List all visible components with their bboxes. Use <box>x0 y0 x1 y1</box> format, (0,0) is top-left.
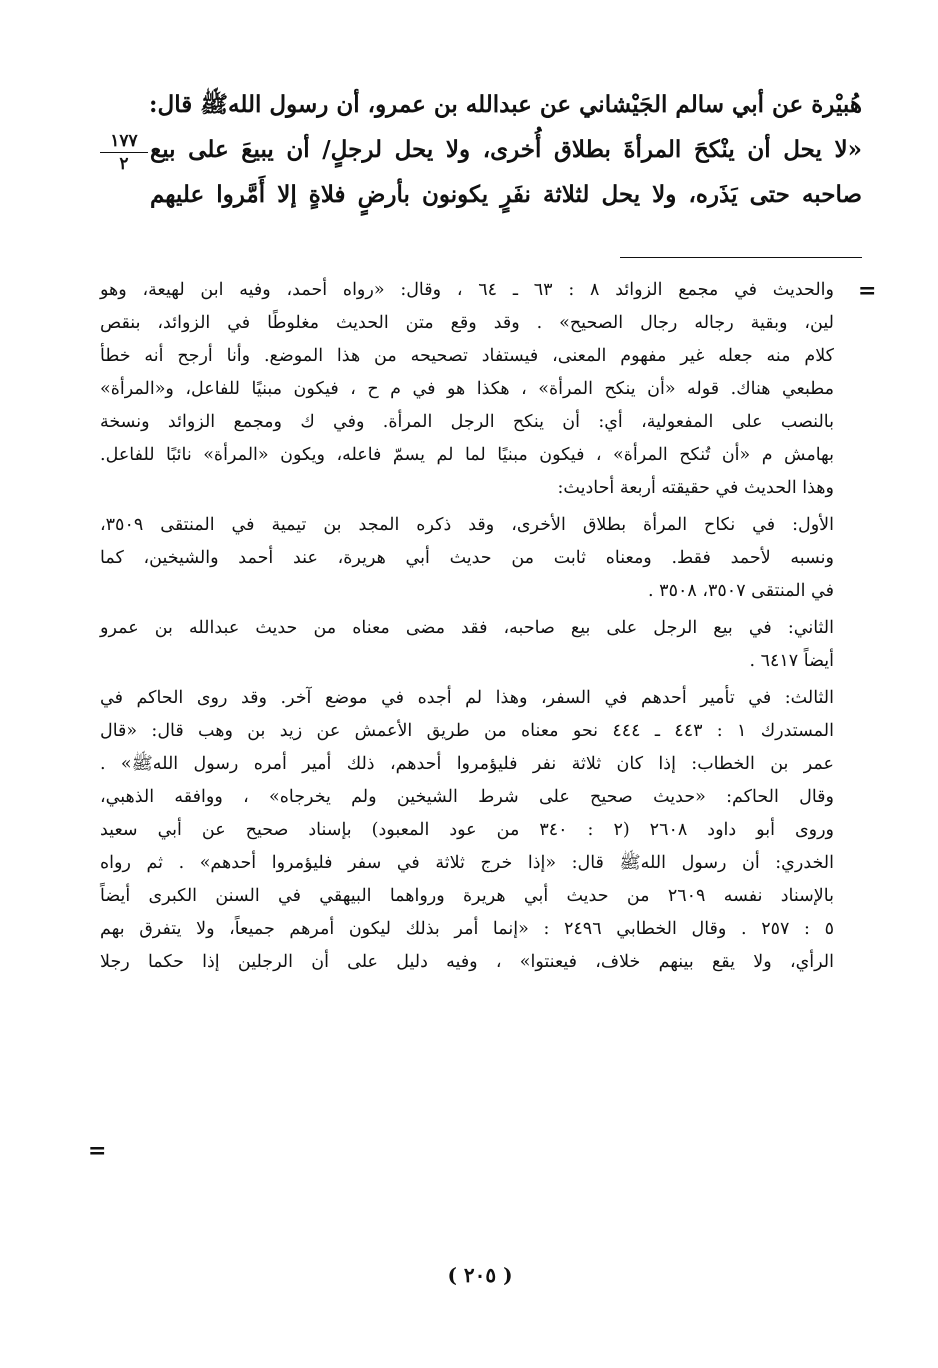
footnote-line: والحديث في مجمع الزوائد ٨ : ٦٣ ـ ٦٤ ، وقال: «رواه أحمد، وفيه ابن لهيعة، وهو <box>100 280 834 300</box>
footnote-paragraph <box>100 509 834 608</box>
footnote-line: المستدرك ١ : ٤٤٣ ـ ٤٤٤ نحو معناه من طريق الأعمش عن زيد بن وهب قال: «قال <box>100 721 834 741</box>
footnote-paragraph <box>100 274 834 505</box>
footnote-line: بالنصب على المفعولية، أي: أن ينكح الرجل المرأة. وفي ك ومجمع الزوائد ونسخة <box>100 412 834 432</box>
footnote-line: كلام منه جعله غير مفهوم المعنى، فيستفاد تصحيحه من هذا الموضع. وأنا أرجح أنه خطأ <box>100 346 834 366</box>
main-text-line: صاحبه حتى يَذَره، ولا يحل لثلاثة نفَرٍ يكونون بأرضٍ فلاةٍ إلا أَمَّروا عليهم <box>150 181 862 208</box>
footnote-line: مطبعي هناك. قوله «أن ينكح المرأة» ، هكذا هو في م ح ، فيكون مبنيًا للفاعل، و«المرأة» <box>100 379 834 399</box>
main-text <box>150 82 862 217</box>
footnote-line: وروى أبو داود ٢٦٠٨ (٢ : ٣٤٠ من عود المعبود) بإسناد صحيح عن أبي سعيد <box>100 820 835 840</box>
footnote-paragraph <box>100 682 834 979</box>
main-text-line: هُبيْرة عن أبي سالم الجَيْشاني عن عبدالله بن عمرو، أن رسول اللهﷺ قال: <box>149 91 862 118</box>
footnote-line: الأول: في نكاح المرأة بطلاق الأخرى، وقد ذكره المجد بن تيمية في المنتقى ٣٥٠٩، <box>100 515 834 535</box>
margin-page-reference <box>100 132 148 173</box>
footnote-continues-mark: = <box>88 1138 107 1164</box>
footnote-line: في المنتقى ٣٥٠٧، ٣٥٠٨ . <box>648 581 834 601</box>
footnote-block <box>100 270 834 979</box>
margin-reference-volume: ١٧٧ <box>100 132 148 153</box>
footnote-line: وهذا الحديث في حقيقته أربعة أحاديث: <box>557 478 834 498</box>
footnote-line: وقال الحاكم: «حديث صحيح على شرط الشيخين ولم يخرجاه» ، ووافقه الذهبي، <box>100 787 834 807</box>
footnote-separator <box>620 257 862 258</box>
footnote-line: بهامش م «أن تُنكح المرأة» ، فيكون مبنيًا لما لم يسمّ فاعله، ويكون «المرأة» نائبًا للفاعل. <box>100 445 834 465</box>
footnote-line: عمر بن الخطاب: إذا كان ثلاثة نفر فليؤمروا أحدهم، ذلك أمير أمره رسول اللهﷺ» . <box>100 754 834 774</box>
footnote-line: لين، وبقية رجاله رجال الصحيح» . وقد وقع متن الحديث مغلوطًا في الزوائد، بنقص <box>100 313 834 333</box>
footnote-line: الثاني: في بيع الرجل على بيع صاحبه، فقد مضى معناه من حديث عبدالله بن عمرو <box>100 618 834 638</box>
footnote-line: ونسبه لأحمد فقط. ومعناه ثابت من حديث أبي هريرة، عند أحمد والشيخين، كما <box>100 548 834 568</box>
footnote-line: الثالث: في تأمير أحدهم في السفر، وهذا لم أجده في موضع آخر. وقد روى الحاكم في <box>100 688 834 708</box>
footnote-line: الرأي، ولا يقع بينهم خلاف، فيعنتوا» ، وفيه دليل على أن الرجلين إذا حكما رجلا <box>100 952 834 972</box>
page-number: ( ٢٠٥ ) <box>447 1263 513 1287</box>
footnote-line: بالإسناد نفسه ٢٦٠٩ من حديث أبي هريرة ورواهما البيهقي في السنن الكبرى أيضاً <box>100 886 834 906</box>
footnote-line: ٥ : ٢٥٧ . وقال الخطابي ٢٤٩٦ : «إنما أمر بذلك ليكون أمرهم جميعاً، ولا يتفرق بهم <box>100 919 834 939</box>
margin-reference-page: ٢ <box>119 154 129 174</box>
footnote-line: أيضاً ٦٤١٧ . <box>749 651 834 671</box>
footnote-continuation-mark: = <box>858 278 877 304</box>
footnote-line: الخدري: أن رسول اللهﷺ قال: «إذا خرج ثلاثة في سفر فليؤمروا أحدهم» . ثم رواه <box>100 853 834 873</box>
main-text-line: «لا يحل أن ينْكحَ المرأةَ بطلاق أُخرى، ولا يحل لرجلٍ/ أن يبيعَ على بيع <box>150 136 862 163</box>
footnote-paragraph <box>100 612 834 678</box>
